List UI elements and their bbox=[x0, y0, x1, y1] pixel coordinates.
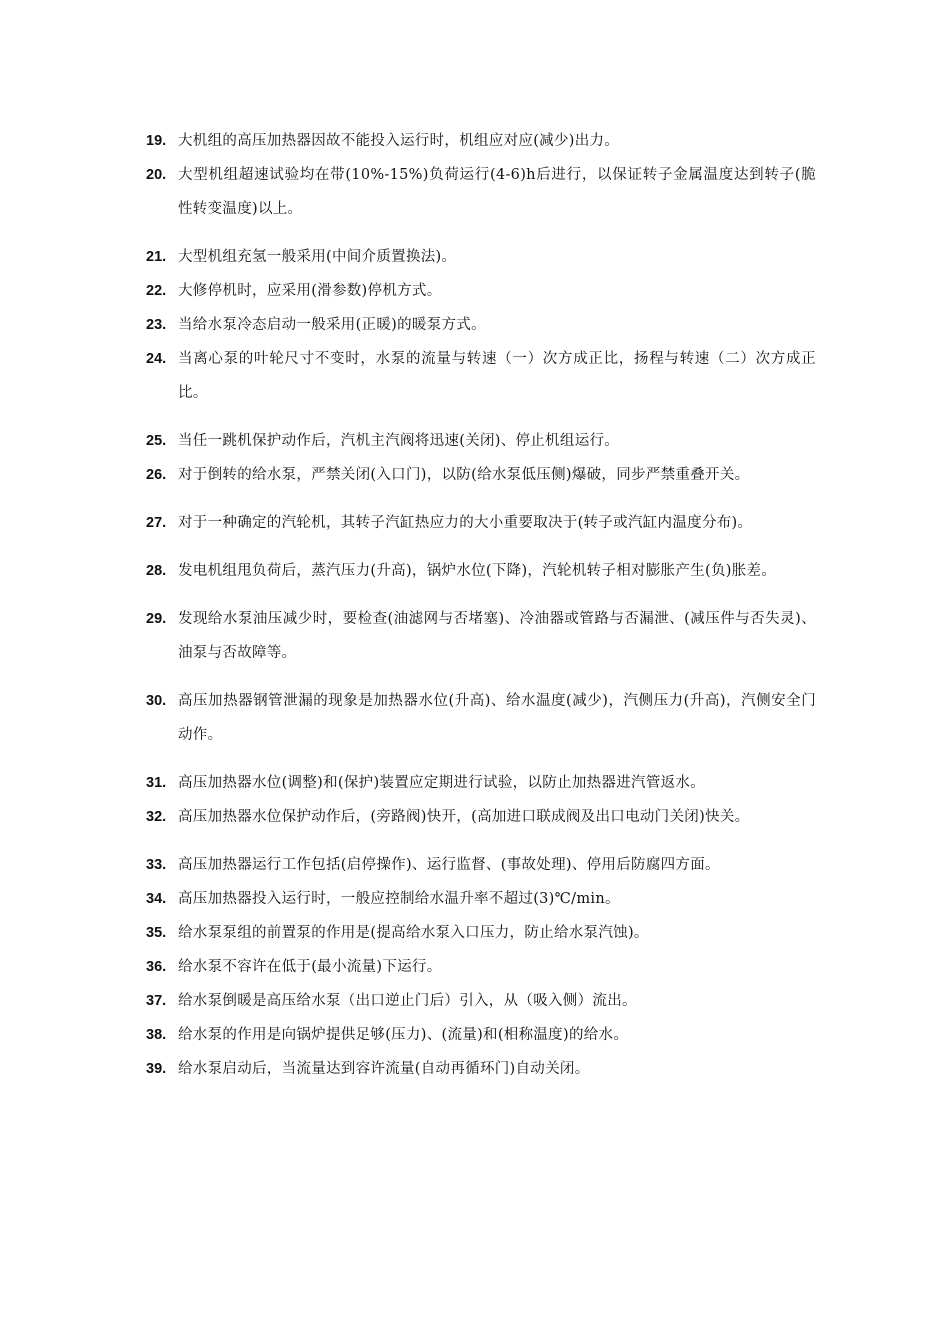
item-number: 29. bbox=[146, 611, 167, 627]
item-number: 31. bbox=[146, 775, 167, 791]
list-item bbox=[146, 882, 816, 916]
item-text: 高压加热器运行工作包括(启停操作)、运行监督、(事故处理)、停用后防腐四方面。 bbox=[178, 857, 720, 873]
item-text: 给水泵启动后，当流量达到容许流量(自动再循环门)自动关闭。 bbox=[178, 1061, 590, 1077]
item-number: 19. bbox=[146, 133, 167, 149]
item-number: 39. bbox=[146, 1061, 167, 1077]
item-text: 当离心泵的叶轮尺寸不变时，水泵的流量与转速（一）次方成正比，扬程与转速（二）次方成正比。 bbox=[178, 351, 816, 401]
item-text: 当任一跳机保护动作后，汽机主汽阀将迅速(关闭)、停止机组运行。 bbox=[178, 433, 620, 449]
list-item bbox=[146, 684, 816, 752]
item-text: 高压加热器钢管泄漏的现象是加热器水位(升高)、给水温度(减少)，汽侧压力(升高)，汽侧安全门动作。 bbox=[178, 693, 816, 743]
question-list bbox=[146, 124, 816, 1086]
item-text: 给水泵的作用是向锅炉提供足够(压力)、(流量)和(相称温度)的给水。 bbox=[178, 1027, 629, 1043]
item-text: 大修停机时，应采用(滑参数)停机方式。 bbox=[178, 283, 442, 299]
item-text: 发电机组甩负荷后，蒸汽压力(升高)，锅炉水位(下降)，汽轮机转子相对膨胀产生(负)胀差。 bbox=[178, 563, 777, 579]
list-item bbox=[146, 158, 816, 226]
list-item bbox=[146, 984, 816, 1018]
list-item bbox=[146, 274, 816, 308]
list-item bbox=[146, 950, 816, 984]
list-item bbox=[146, 506, 816, 540]
item-text: 大型机组充氢一般采用(中间介质置换法)。 bbox=[178, 249, 457, 265]
item-number: 21. bbox=[146, 249, 167, 265]
list-item bbox=[146, 124, 816, 158]
list-item bbox=[146, 342, 816, 410]
list-item bbox=[146, 800, 816, 834]
item-number: 38. bbox=[146, 1027, 167, 1043]
list-item bbox=[146, 240, 816, 274]
list-item bbox=[146, 424, 816, 458]
list-item bbox=[146, 1018, 816, 1052]
item-text: 给水泵泵组的前置泵的作用是(提高给水泵入口压力，防止给水泵汽蚀)。 bbox=[178, 925, 649, 941]
item-number: 32. bbox=[146, 809, 167, 825]
item-number: 33. bbox=[146, 857, 167, 873]
item-text: 大型机组超速试验均在带(10%-15%)负荷运行(4-6)h后进行，以保证转子金属温度达到转子(脆性转变温度)以上。 bbox=[178, 167, 816, 217]
item-number: 35. bbox=[146, 925, 167, 941]
list-item bbox=[146, 458, 816, 492]
item-text: 大机组的高压加热器因故不能投入运行时，机组应对应(减少)出力。 bbox=[178, 133, 620, 149]
item-number: 28. bbox=[146, 563, 167, 579]
item-text: 给水泵倒暖是高压给水泵（出口逆止门后）引入，从（吸入侧）流出。 bbox=[178, 993, 637, 1009]
item-number: 27. bbox=[146, 515, 167, 531]
item-number: 23. bbox=[146, 317, 167, 333]
item-number: 34. bbox=[146, 891, 167, 907]
item-text: 高压加热器水位保护动作后，(旁路阀)快开，(高加进口联成阀及出口电动门关闭)快关。 bbox=[178, 809, 750, 825]
list-item bbox=[146, 766, 816, 800]
item-text: 当给水泵冷态启动一般采用(正暖)的暖泵方式。 bbox=[178, 317, 486, 333]
item-number: 20. bbox=[146, 167, 167, 183]
list-item bbox=[146, 602, 816, 670]
item-text: 高压加热器水位(调整)和(保护)装置应定期进行试验，以防止加热器进汽管返水。 bbox=[178, 775, 706, 791]
item-number: 22. bbox=[146, 283, 167, 299]
item-text: 对于倒转的给水泵，严禁关闭(入口门)，以防(给水泵低压侧)爆破，同步严禁重叠开关。 bbox=[178, 467, 750, 483]
list-item bbox=[146, 916, 816, 950]
item-text: 对于一种确定的汽轮机，其转子汽缸热应力的大小重要取决于(转子或汽缸内温度分布)。 bbox=[178, 515, 753, 531]
item-text: 给水泵不容许在低于(最小流量)下运行。 bbox=[178, 959, 442, 975]
item-number: 37. bbox=[146, 993, 167, 1009]
item-number: 30. bbox=[146, 693, 167, 709]
item-text: 发现给水泵油压减少时，要检查(油滤网与否堵塞)、冷油器或管路与否漏泄、(减压件与否失灵)、油泵与否故障等。 bbox=[178, 611, 816, 661]
item-number: 36. bbox=[146, 959, 167, 975]
list-item bbox=[146, 308, 816, 342]
list-item bbox=[146, 554, 816, 588]
list-item bbox=[146, 848, 816, 882]
list-item bbox=[146, 1052, 816, 1086]
item-number: 26. bbox=[146, 467, 167, 483]
item-number: 25. bbox=[146, 433, 167, 449]
item-number: 24. bbox=[146, 351, 167, 367]
item-text: 高压加热器投入运行时，一般应控制给水温升率不超过(3)℃/min。 bbox=[178, 891, 620, 907]
